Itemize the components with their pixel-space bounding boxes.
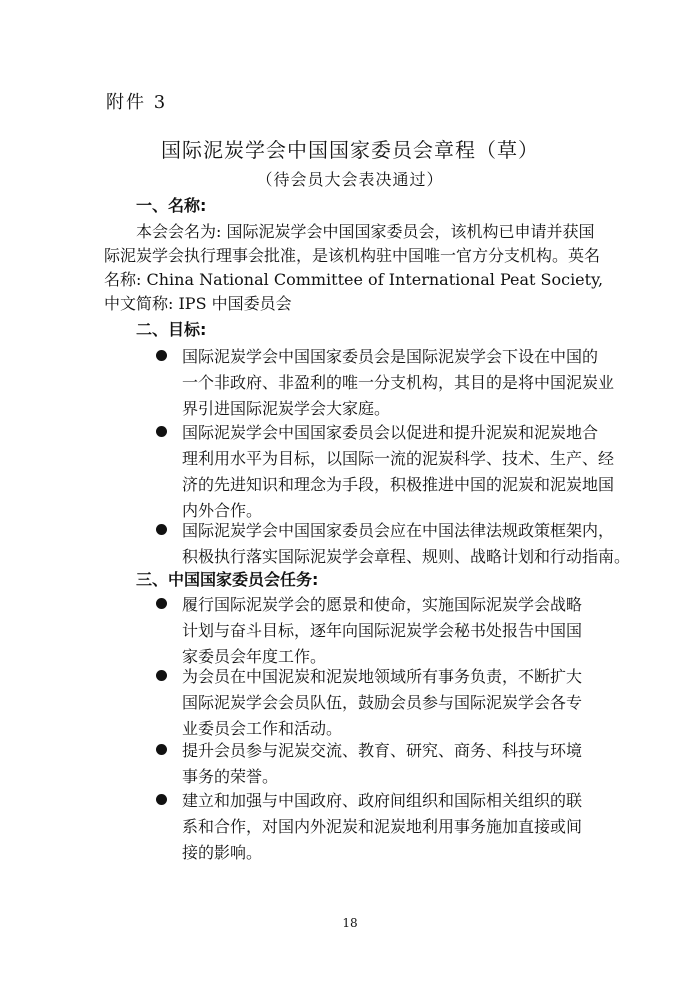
bullet-line: 家委员会年度工作。 (182, 647, 327, 666)
bullet-icon (156, 426, 167, 437)
bullet-icon (156, 794, 167, 805)
name-paragraph (104, 220, 614, 316)
bullet-line: 履行国际泥炭学会的愿景和使命，实施国际泥炭学会战略 (182, 595, 583, 614)
bullet-line: 提升会员参与泥炭交流、教育、研究、商务、科技与环境 (182, 741, 583, 760)
section-heading-name: 一、名称: (136, 196, 207, 215)
bullet-line: 济的先进知识和理念为手段，积极推进中国的泥炭和泥炭地国 (182, 475, 615, 494)
bullet-icon (156, 670, 167, 681)
attachment-label: 附件 3 (106, 92, 168, 113)
bullet-line: 国际泥炭学会中国国家委员会是国际泥炭学会下设在中国的 (182, 347, 599, 366)
bullet-line: 接的影响。 (182, 843, 263, 862)
bullet-line: 为会员在中国泥炭和泥炭地领域所有事务负责，不断扩大 (182, 667, 583, 686)
bullet-line: 一个非政府、非盈利的唯一分支机构，其目的是将中国泥炭业 (182, 373, 615, 392)
bullet-line: 内外合作。 (182, 501, 263, 520)
bullet-line: 理利用水平为目标，以国际一流的泥炭科学、技术、生产、经 (182, 449, 615, 468)
bullet-line: 系和合作，对国内外泥炭和泥炭地利用事务施加直接或间 (182, 817, 583, 836)
bullet-line: 业委员会工作和活动。 (182, 719, 343, 738)
paragraph-line: 中文简称: IPS 中国委员会 (104, 294, 292, 313)
bullet-line: 国际泥炭学会中国国家委员会应在中国法律法规政策框架内， (182, 521, 615, 540)
section-heading-tasks: 三、中国国家委员会任务: (136, 570, 319, 589)
page-number: 18 (342, 916, 358, 930)
bullet-icon (156, 524, 167, 535)
document-title: 国际泥炭学会中国国家委员会章程（草） (161, 138, 539, 162)
bullet-icon (156, 598, 167, 609)
paragraph-line: 本会会名为: 国际泥炭学会中国国家委员会，该机构已申请并获国 (136, 222, 595, 241)
bullet-line: 国际泥炭学会中国国家委员会以促进和提升泥炭和泥炭地合 (182, 423, 599, 442)
bullet-line: 计划与奋斗目标，逐年向国际泥炭学会秘书处报告中国国 (182, 621, 583, 640)
bullet-line: 建立和加强与中国政府、政府间组织和国际相关组织的联 (182, 791, 583, 810)
bullet-line: 国际泥炭学会会员队伍，鼓励会员参与国际泥炭学会各专 (182, 693, 583, 712)
bullet-line: 事务的荣誉。 (182, 767, 279, 786)
bullet-line: 界引进国际泥炭学会大家庭。 (182, 399, 391, 418)
paragraph-line: 际泥炭学会执行理事会批准，是该机构驻中国唯一官方分支机构。英名 (104, 246, 601, 265)
section-heading-goals: 二、目标: (136, 320, 207, 339)
bullet-icon (156, 744, 167, 755)
bullet-icon (156, 350, 167, 361)
document-subtitle: （待会员大会表决通过） (256, 170, 444, 189)
paragraph-line: 名称: China National Committee of International Peat Society, (104, 270, 604, 289)
bullet-line: 积极执行落实国际泥炭学会章程、规则、战略计划和行动指南。 (182, 547, 631, 566)
